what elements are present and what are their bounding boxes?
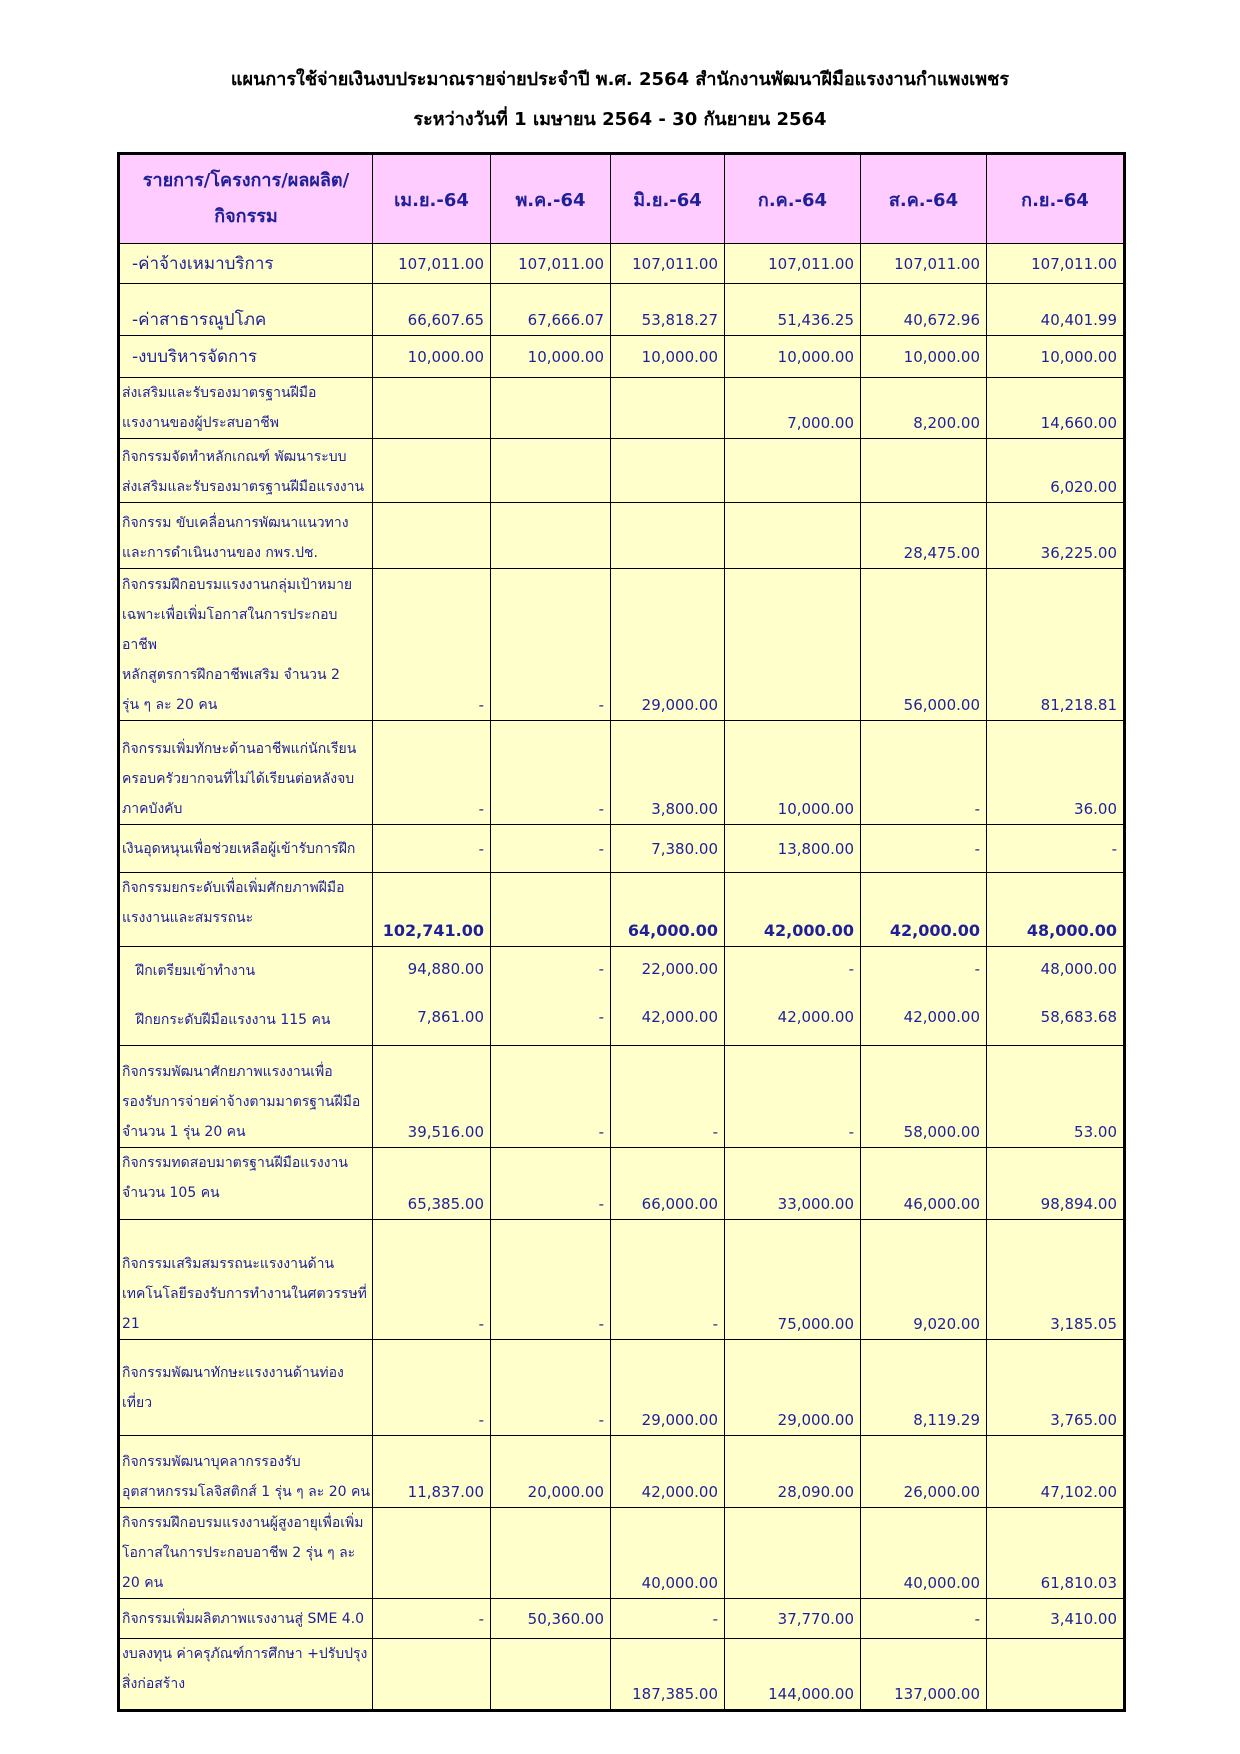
cell-value: 36,225.00 <box>987 503 1125 569</box>
row-label-line: กิจกรรมทดสอบมาตรฐานฝีมือแรงงาน <box>122 1155 348 1171</box>
table-row <box>119 1340 1125 1436</box>
row-label-line: อุตสาหกรรมโลจิสติกส์ 1 รุ่น ๆ ละ 20 คน <box>122 1484 370 1500</box>
cell-value: 107,011.00 <box>611 244 725 284</box>
cell-value <box>491 873 611 947</box>
row-label <box>119 503 373 569</box>
cell-value <box>491 378 611 439</box>
row-label-line: กิจกรรมพัฒนาทักษะแรงงานด้านท่องเที่ยว <box>122 1364 344 1411</box>
cell-value <box>861 439 987 503</box>
cell-value: 39,516.00 <box>373 1046 491 1148</box>
cell-value: 37,770.00 <box>725 1599 861 1639</box>
cell-value <box>725 1508 861 1599</box>
row-label <box>119 378 373 439</box>
row-label-line: ฝึกเตรียมเข้าทำงาน <box>136 963 256 979</box>
cell-value-bottom: 7,861.00 <box>417 1008 484 1026</box>
table-row <box>119 244 1125 284</box>
row-label-line: กิจกรรมยกระดับเพื่อเพิ่มศักยภาพฝีมือ <box>122 880 345 896</box>
cell-value: 10,000.00 <box>861 336 987 378</box>
row-label-line: โอกาสในการประกอบอาชีพ 2 รุ่น ๆ ละ <box>122 1545 356 1561</box>
row-label-line: -งบบริหารจัดการ <box>132 346 258 367</box>
cell-value: 58,000.00 <box>861 1046 987 1148</box>
cell-value: 46,000.00 <box>861 1148 987 1220</box>
cell-value: - <box>373 569 491 721</box>
row-label-line: จำนวน 105 คน <box>122 1185 220 1201</box>
row-label-line: เทคโนโลยีรองรับการทำงานในศตวรรษที่ <box>122 1286 367 1302</box>
table-row <box>119 336 1125 378</box>
row-label <box>119 439 373 503</box>
cell-value: 61,810.03 <box>987 1508 1125 1599</box>
cell-value: 10,000.00 <box>373 336 491 378</box>
cell-value: 107,011.00 <box>861 244 987 284</box>
cell-value: 81,218.81 <box>987 569 1125 721</box>
cell-value: 107,011.00 <box>725 244 861 284</box>
cell-value <box>373 503 491 569</box>
cell-value: 3,765.00 <box>987 1340 1125 1436</box>
cell-value-top: 48,000.00 <box>1040 960 1117 978</box>
header-sep: ก.ย.-64 <box>987 154 1125 244</box>
cell-value: 107,011.00 <box>987 244 1125 284</box>
cell-value: 3,185.05 <box>987 1220 1125 1340</box>
cell-value: 11,837.00 <box>373 1436 491 1508</box>
row-label-line: จำนวน 1 รุ่น 20 คน <box>122 1124 246 1140</box>
row-label-line: แรงงานและสมรรถนะ <box>122 910 254 926</box>
cell-value: - <box>373 1599 491 1639</box>
table-row <box>119 1639 1125 1711</box>
row-label <box>119 244 373 284</box>
row-label-line: และการดำเนินงานของ กพร.ปช. <box>122 545 318 561</box>
cell-value: 53,818.27 <box>611 284 725 336</box>
row-label-line: กิจกรรม ขับเคลื่อนการพัฒนาแนวทาง <box>122 515 349 531</box>
cell-value: 47,102.00 <box>987 1436 1125 1508</box>
cell-value: - <box>611 1599 725 1639</box>
cell-value: 40,672.96 <box>861 284 987 336</box>
cell-value-bottom: 58,683.68 <box>1040 1008 1117 1026</box>
cell-value: 26,000.00 <box>861 1436 987 1508</box>
cell-value: - <box>861 825 987 873</box>
cell-value <box>373 1639 491 1711</box>
header-aug: ส.ค.-64 <box>861 154 987 244</box>
cell-value: - <box>861 721 987 825</box>
table-row <box>119 1436 1125 1508</box>
cell-value <box>611 439 725 503</box>
cell-value <box>373 378 491 439</box>
cell-value-top: - <box>598 960 604 978</box>
cell-value: 10,000.00 <box>725 336 861 378</box>
cell-value-top: 22,000.00 <box>641 960 718 978</box>
row-label-line: กิจกรรมเพิ่มผลิตภาพแรงงานสู่ SME 4.0 <box>122 1610 365 1627</box>
header-apr: เม.ย.-64 <box>373 154 491 244</box>
cell-value: - <box>491 1220 611 1340</box>
cell-value <box>861 947 987 1046</box>
row-label-line: หลักสูตรการฝึกอาชีพเสริม จำนวน 2 <box>122 667 340 683</box>
row-label-line: ฝึกยกระดับฝีมือแรงงาน 115 คน <box>136 1012 331 1028</box>
cell-value: 102,741.00 <box>373 873 491 947</box>
table-row <box>119 439 1125 503</box>
cell-value: 48,000.00 <box>987 873 1125 947</box>
cell-value: 40,401.99 <box>987 284 1125 336</box>
row-label-line: กิจกรรมเพิ่มทักษะด้านอาชีพแก่นักเรียน <box>122 741 357 757</box>
cell-value: - <box>373 825 491 873</box>
cell-value <box>373 439 491 503</box>
table-row <box>119 947 1125 1046</box>
table-row <box>119 284 1125 336</box>
cell-value: - <box>491 1148 611 1220</box>
cell-value: 9,020.00 <box>861 1220 987 1340</box>
cell-value <box>491 503 611 569</box>
cell-value: 3,410.00 <box>987 1599 1125 1639</box>
row-label <box>119 1220 373 1340</box>
row-label <box>119 1508 373 1599</box>
cell-value: 8,200.00 <box>861 378 987 439</box>
row-label-line: กิจกรรมพัฒนาศักยภาพแรงงานเพื่อ <box>122 1064 333 1080</box>
row-label-line: กิจกรรมพัฒนาบุคลากรรองรับ <box>122 1454 301 1470</box>
cell-value: 3,800.00 <box>611 721 725 825</box>
table-row <box>119 721 1125 825</box>
row-label <box>119 1340 373 1436</box>
header-item-line1: รายการ/โครงการ/ผลผลิต/ <box>142 170 350 191</box>
row-label-line: ส่งเสริมและรับรองมาตรฐานฝีมือแรงงาน <box>122 479 365 495</box>
cell-value: 64,000.00 <box>611 873 725 947</box>
row-label-line: กิจกรรมจัดทำหลักเกณฑ์ พัฒนาระบบ <box>122 449 347 465</box>
row-label-line: เงินอุดหนุนเพื่อช่วยเหลือผู้เข้ารับการฝึก <box>122 840 356 857</box>
row-label <box>119 947 373 1046</box>
cell-value-bottom: - <box>598 1008 604 1026</box>
row-label <box>119 873 373 947</box>
cell-value: 10,000.00 <box>491 336 611 378</box>
cell-value: 107,011.00 <box>373 244 491 284</box>
cell-value: 75,000.00 <box>725 1220 861 1340</box>
cell-value: 28,090.00 <box>725 1436 861 1508</box>
cell-value <box>373 1508 491 1599</box>
cell-value: 40,000.00 <box>861 1508 987 1599</box>
cell-value: - <box>725 1046 861 1148</box>
row-label <box>119 1148 373 1220</box>
cell-value: 8,119.29 <box>861 1340 987 1436</box>
cell-value: 65,385.00 <box>373 1148 491 1220</box>
cell-value <box>373 947 491 1046</box>
row-label-line: ครอบครัวยากจนที่ไม่ได้เรียนต่อหลังจบ <box>122 771 355 787</box>
cell-value <box>611 378 725 439</box>
header-may: พ.ค.-64 <box>491 154 611 244</box>
table-row <box>119 1046 1125 1148</box>
cell-value: - <box>491 1046 611 1148</box>
cell-value <box>491 1508 611 1599</box>
row-label <box>119 1639 373 1711</box>
row-label-line: 20 คน <box>122 1575 164 1591</box>
header-jul: ก.ค.-64 <box>725 154 861 244</box>
cell-value: 187,385.00 <box>611 1639 725 1711</box>
table-row <box>119 1220 1125 1340</box>
cell-value: - <box>373 721 491 825</box>
page-title: แผนการใช้จ่ายเงินงบประมาณรายจ่ายประจำปี พ.ศ. 2564 สำนักงานพัฒนาฝีมือแรงงานกำแพงเพชร <box>230 69 1010 90</box>
cell-value <box>725 947 861 1046</box>
row-label-line: รองรับการจ่ายค่าจ้างตามมาตรฐานฝีมือ <box>122 1094 361 1110</box>
cell-value: 29,000.00 <box>725 1340 861 1436</box>
cell-value: 29,000.00 <box>611 569 725 721</box>
cell-value: 7,000.00 <box>725 378 861 439</box>
table-row <box>119 825 1125 873</box>
cell-value: - <box>491 569 611 721</box>
row-label-line: -ค่าจ้างเหมาบริการ <box>132 253 274 274</box>
cell-value: 10,000.00 <box>611 336 725 378</box>
cell-value: 10,000.00 <box>725 721 861 825</box>
cell-value: - <box>373 1220 491 1340</box>
cell-value: - <box>373 1340 491 1436</box>
cell-value: 28,475.00 <box>861 503 987 569</box>
cell-value <box>725 503 861 569</box>
row-label-line: ภาคบังคับ <box>122 801 183 817</box>
cell-value: 50,360.00 <box>491 1599 611 1639</box>
row-label <box>119 1599 373 1639</box>
cell-value: - <box>491 721 611 825</box>
table-row <box>119 1599 1125 1639</box>
cell-value <box>725 569 861 721</box>
cell-value: 42,000.00 <box>611 1436 725 1508</box>
cell-value <box>491 947 611 1046</box>
cell-value: 36.00 <box>987 721 1125 825</box>
row-label-line: 21 <box>122 1316 140 1332</box>
row-label <box>119 284 373 336</box>
cell-value: 137,000.00 <box>861 1639 987 1711</box>
table-row <box>119 569 1125 721</box>
header-item <box>119 154 373 244</box>
cell-value: 10,000.00 <box>987 336 1125 378</box>
cell-value <box>491 1639 611 1711</box>
cell-value: 42,000.00 <box>725 873 861 947</box>
row-label-line: เฉพาะเพื่อเพิ่มโอกาสในการประกอบอาชีพ <box>122 607 338 653</box>
table-row <box>119 1508 1125 1599</box>
row-label <box>119 721 373 825</box>
cell-value: 67,666.07 <box>491 284 611 336</box>
cell-value <box>611 503 725 569</box>
row-label <box>119 569 373 721</box>
cell-value-bottom: 42,000.00 <box>903 1008 980 1026</box>
cell-value: 144,000.00 <box>725 1639 861 1711</box>
cell-value: 66,000.00 <box>611 1148 725 1220</box>
row-label-line: กิจกรรมฝึกอบรมแรงงานผู้สูงอายุเพื่อเพิ่ม <box>122 1515 364 1531</box>
cell-value: 6,020.00 <box>987 439 1125 503</box>
row-label-line: ส่งเสริมและรับรองมาตรฐานฝีมือ <box>122 385 317 401</box>
cell-value: 66,607.65 <box>373 284 491 336</box>
row-label-line: กิจกรรมฝึกอบรมแรงงานกลุ่มเป้าหมาย <box>122 577 353 593</box>
header-item-line2: กิจกรรม <box>214 206 278 227</box>
row-label <box>119 336 373 378</box>
cell-value <box>611 947 725 1046</box>
row-label-line: สิ่งก่อสร้าง <box>122 1676 186 1692</box>
cell-value: 14,660.00 <box>987 378 1125 439</box>
cell-value: 33,000.00 <box>725 1148 861 1220</box>
row-label-line: งบลงทุน ค่าครุภัณฑ์การศึกษา +ปรับปรุง <box>122 1646 368 1662</box>
table-row <box>119 1148 1125 1220</box>
cell-value: 56,000.00 <box>861 569 987 721</box>
cell-value: 51,436.25 <box>725 284 861 336</box>
cell-value: - <box>491 1340 611 1436</box>
page-subtitle: ระหว่างวันที่ 1 เมษายน 2564 - 30 กันยายน 2564 <box>413 109 827 130</box>
cell-value: 98,894.00 <box>987 1148 1125 1220</box>
cell-value: 20,000.00 <box>491 1436 611 1508</box>
cell-value <box>987 947 1125 1046</box>
cell-value: 40,000.00 <box>611 1508 725 1599</box>
row-label-line: กิจกรรมเสริมสมรรถนะแรงงานด้าน <box>122 1256 335 1272</box>
row-label-line: -ค่าสาธารณูปโภค <box>132 310 267 330</box>
row-label-line: แรงงานของผู้ประสบอาชีพ <box>122 415 280 431</box>
cell-value: - <box>611 1220 725 1340</box>
header-jun: มิ.ย.-64 <box>611 154 725 244</box>
cell-value-bottom: 42,000.00 <box>641 1008 718 1026</box>
cell-value <box>725 439 861 503</box>
cell-value: 42,000.00 <box>861 873 987 947</box>
cell-value: - <box>987 825 1125 873</box>
table-row <box>119 873 1125 947</box>
cell-value <box>987 1639 1125 1711</box>
cell-value: 7,380.00 <box>611 825 725 873</box>
row-label-line: รุ่น ๆ ละ 20 คน <box>122 697 218 713</box>
cell-value-top: - <box>848 960 854 978</box>
budget-table <box>117 152 1126 1712</box>
cell-value: - <box>611 1046 725 1148</box>
row-label <box>119 1046 373 1148</box>
cell-value-top: - <box>974 960 980 978</box>
cell-value: 13,800.00 <box>725 825 861 873</box>
row-label <box>119 825 373 873</box>
cell-value: 107,011.00 <box>491 244 611 284</box>
cell-value: - <box>491 825 611 873</box>
cell-value: - <box>861 1599 987 1639</box>
cell-value-top: 94,880.00 <box>407 960 484 978</box>
table-row <box>119 378 1125 439</box>
row-label <box>119 1436 373 1508</box>
cell-value-bottom: 42,000.00 <box>777 1008 854 1026</box>
cell-value: 29,000.00 <box>611 1340 725 1436</box>
table-row <box>119 503 1125 569</box>
cell-value <box>491 439 611 503</box>
cell-value: 53.00 <box>987 1046 1125 1148</box>
